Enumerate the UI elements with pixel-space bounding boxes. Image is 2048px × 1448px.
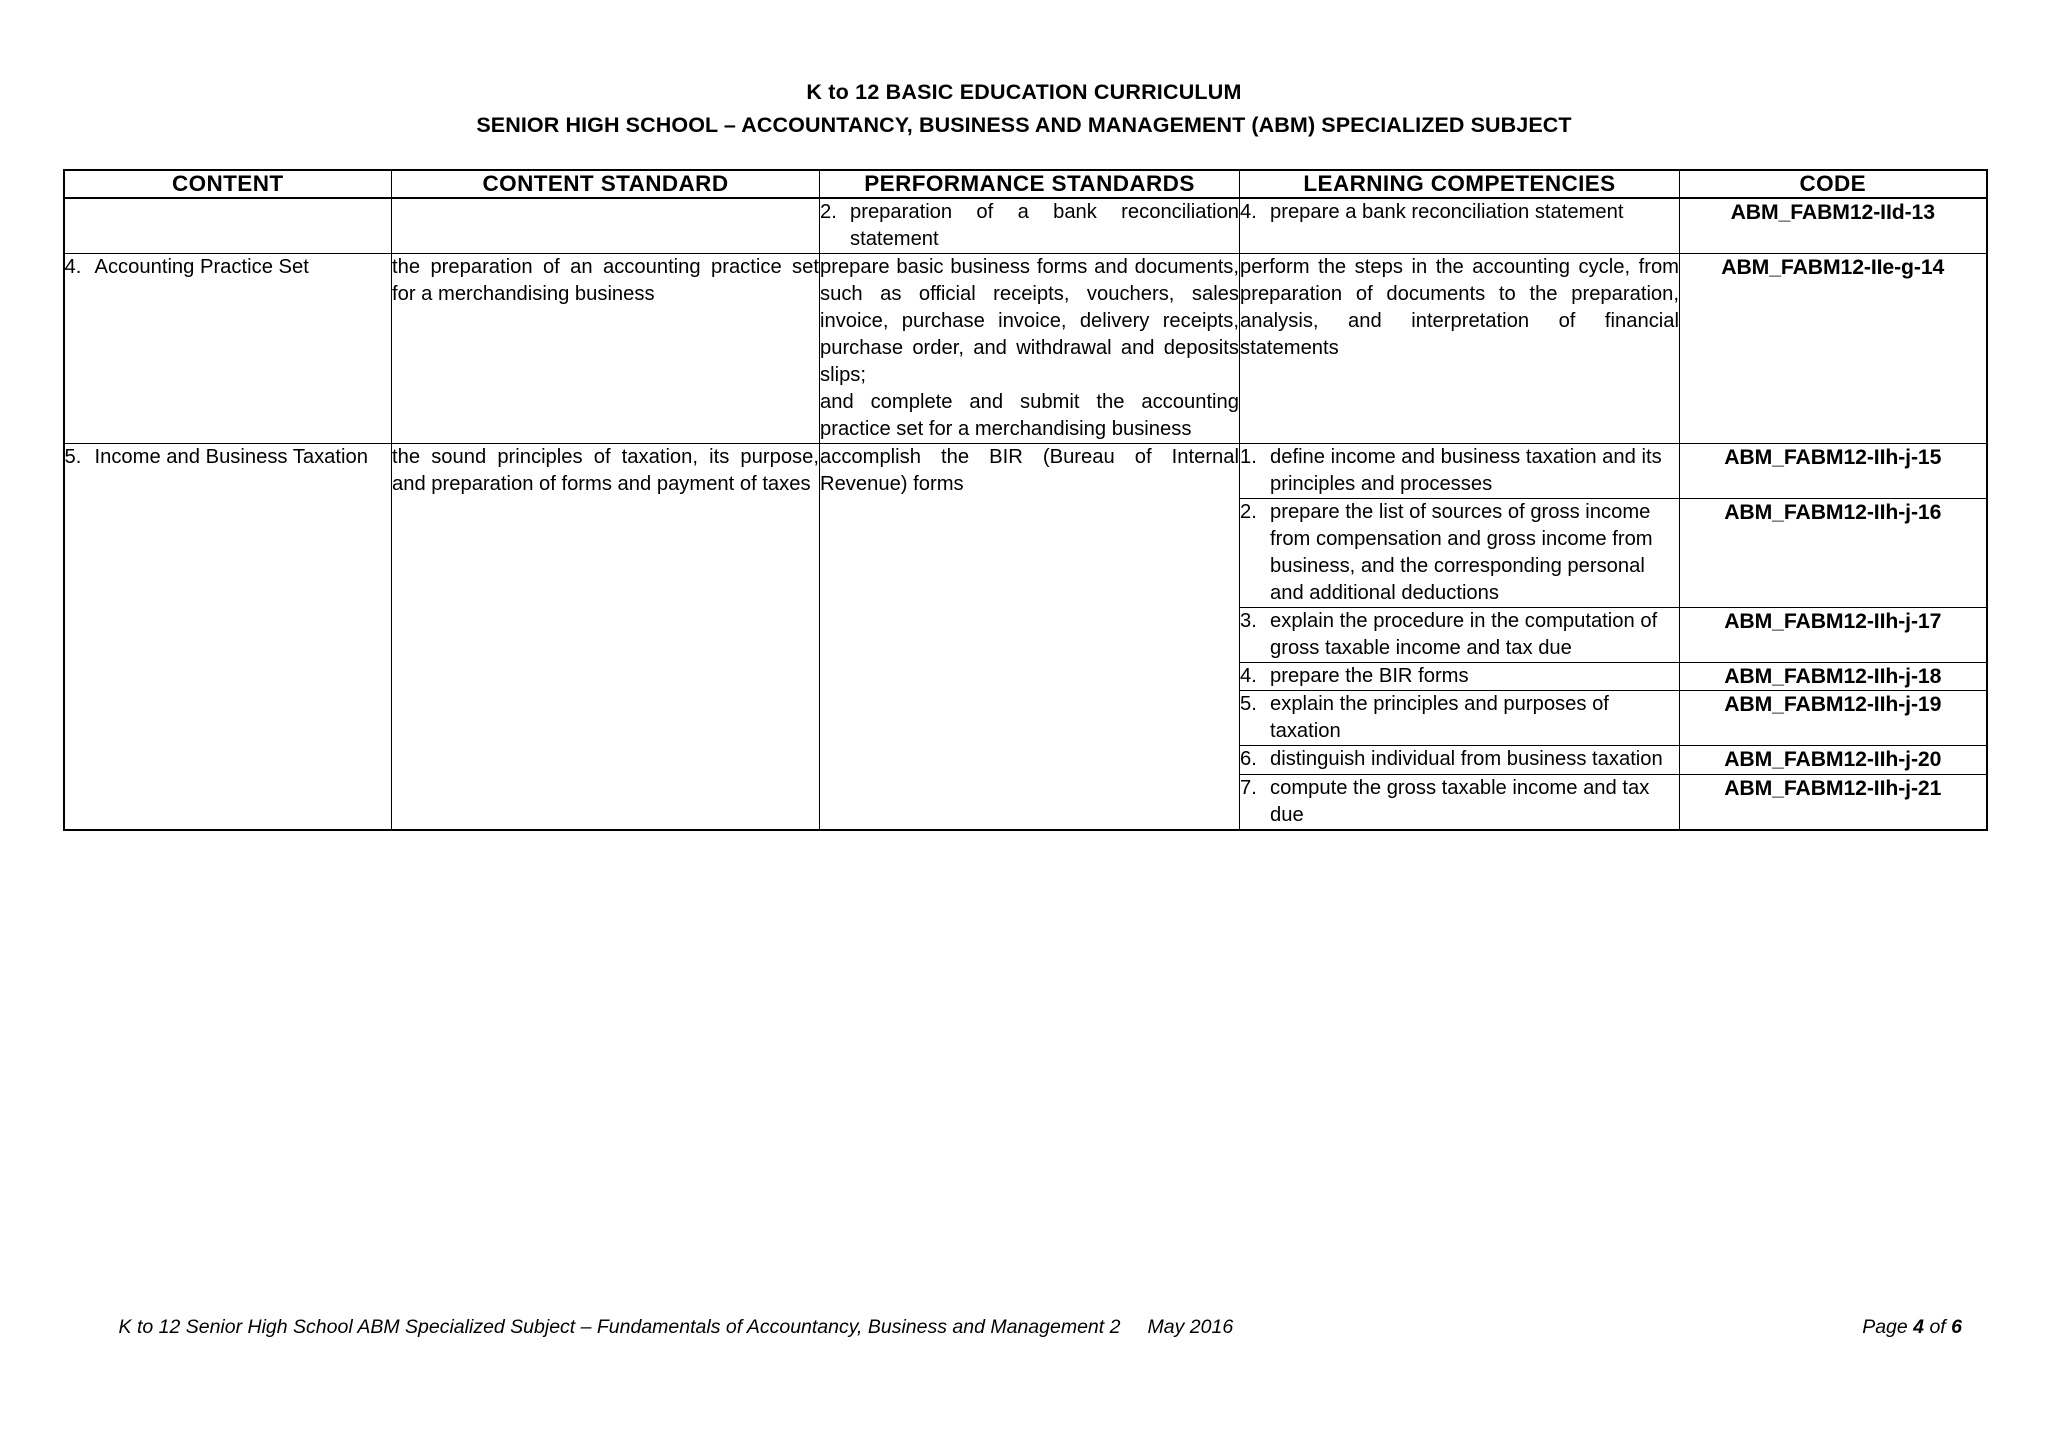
footer-date: May 2016 <box>1147 1316 1234 1338</box>
learning-competency-item <box>1240 199 1679 226</box>
learning-competency-item <box>1240 775 1679 829</box>
cell-code: ABM_FABM12-IIe-g-14 <box>1680 253 1987 443</box>
curriculum-table <box>63 169 1988 830</box>
cell-learning-competencies <box>1240 774 1680 829</box>
content-item <box>65 254 392 281</box>
column-header-learning-competencies: LEARNING COMPETENCIES <box>1240 170 1680 198</box>
table-header <box>64 170 1987 198</box>
column-header-content: CONTENT <box>64 170 392 198</box>
cell-code: ABM_FABM12-IIh-j-19 <box>1680 691 1987 746</box>
learning-competency-item <box>1240 499 1679 607</box>
item-text: preparation of a bank reconciliation statement <box>850 201 1239 250</box>
learning-competency-item <box>1240 746 1679 773</box>
cell-performance-standards <box>820 198 1240 253</box>
learning-competency-item <box>1240 608 1679 662</box>
cell-code: ABM_FABM12-IIh-j-18 <box>1680 662 1987 691</box>
table-header-row <box>64 170 1987 198</box>
cell-code: ABM_FABM12-IId-13 <box>1680 198 1987 253</box>
cell-content <box>64 443 392 829</box>
item-number: 5. <box>1240 693 1257 716</box>
item-number: 4. <box>1240 664 1257 687</box>
cell-learning-competencies <box>1240 443 1680 498</box>
item-number: 7. <box>1240 776 1257 799</box>
item-number: 5. <box>64 445 82 468</box>
cell-learning-competencies <box>1240 607 1680 662</box>
content-item <box>65 444 392 471</box>
cell-code: ABM_FABM12-IIh-j-16 <box>1680 498 1987 607</box>
item-text: Accounting Practice Set <box>94 255 309 278</box>
item-text: explain the principles and purposes of taxation <box>1270 693 1609 743</box>
footer-page-total: 6 <box>1951 1316 1962 1338</box>
item-number: 3. <box>1240 609 1257 632</box>
content-standard-text: the sound principles of taxation, its purpose, and preparation of forms and payment of taxes <box>392 445 819 495</box>
learning-competency-item <box>1240 663 1679 690</box>
cell-learning-competencies <box>1240 662 1680 691</box>
item-text: prepare the list of sources of gross income from compensation and gross income from business, and the corresponding personal and additional deductions <box>1270 500 1653 604</box>
item-text: prepare the BIR forms <box>1270 664 1469 687</box>
table-body <box>64 198 1987 829</box>
cell-code: ABM_FABM12-IIh-j-15 <box>1680 443 1987 498</box>
column-header-content-standard: CONTENT STANDARD <box>392 170 820 198</box>
footer-subject-text: K to 12 Senior High School ABM Specialized Subject – Fundamentals of Accountancy, Business and Management 2 <box>118 1316 1121 1338</box>
table-row <box>64 198 1987 253</box>
item-number: 4. <box>1240 201 1257 224</box>
footer-left <box>86 1293 1233 1362</box>
cell-learning-competencies <box>1240 198 1680 253</box>
cell-content-standard <box>392 198 820 253</box>
document-title-line1: K to 12 BASIC EDUCATION CURRICULUM <box>806 80 1242 104</box>
item-text: Income and Business Taxation <box>94 445 368 468</box>
footer-page-of: of <box>1924 1316 1952 1338</box>
performance-standard-text: prepare basic business forms and documents, such as official receipts, vouchers, sales invoice, purchase invoice, delivery receipts, purchase order, and withdrawal and deposits slips; <box>820 255 1239 386</box>
curriculum-table-wrapper <box>63 169 1986 830</box>
item-text: distinguish individual from business taxation <box>1270 748 1663 770</box>
cell-content-standard <box>392 443 820 829</box>
footer-right <box>1830 1293 1962 1362</box>
item-number: 2. <box>1240 500 1257 523</box>
table-row <box>64 253 1987 443</box>
item-text: explain the procedure in the computation of gross taxable income and tax due <box>1270 609 1658 659</box>
cell-performance-standards <box>820 253 1240 443</box>
item-number: 4. <box>64 255 82 278</box>
table-row <box>64 443 1987 498</box>
content-standard-text: the preparation of an accounting practice set for a merchandising business <box>392 255 819 305</box>
learning-competency-item <box>1240 444 1679 498</box>
item-text: prepare a bank reconciliation statement <box>1270 201 1624 224</box>
learning-competency-item <box>1240 691 1679 745</box>
document-title-line2: SENIOR HIGH SCHOOL – ACCOUNTANCY, BUSINESS AND MANAGEMENT (ABM) SPECIALIZED SUBJECT <box>476 113 1572 138</box>
item-number: 1. <box>1240 445 1257 468</box>
item-text: compute the gross taxable income and tax due <box>1270 776 1650 826</box>
cell-learning-competencies <box>1240 253 1680 443</box>
cell-learning-competencies <box>1240 746 1680 775</box>
item-text: define income and business taxation and its principles and processes <box>1270 445 1662 495</box>
cell-code: ABM_FABM12-IIh-j-17 <box>1680 607 1987 662</box>
performance-standard-text: accomplish the BIR (Bureau of Internal Revenue) forms <box>820 445 1239 495</box>
cell-content <box>64 253 392 443</box>
cell-code: ABM_FABM12-IIh-j-20 <box>1680 746 1987 775</box>
column-header-code: CODE <box>1680 170 1987 198</box>
cell-content <box>64 198 392 253</box>
cell-performance-standards <box>820 443 1240 829</box>
item-number: 2. <box>820 201 837 224</box>
cell-code: ABM_FABM12-IIh-j-21 <box>1680 774 1987 829</box>
item-number: 6. <box>1240 748 1257 770</box>
document-header <box>0 0 2048 140</box>
footer-page-number: 4 <box>1913 1316 1925 1338</box>
performance-standard-item <box>820 199 1239 253</box>
learning-competency-text: perform the steps in the accounting cycle, from preparation of documents to the preparation, analysis, and interpretation of financial statements <box>1240 255 1679 359</box>
document-footer <box>0 1293 2048 1362</box>
performance-standard-text-2: and complete and submit the accounting practice set for a merchandising business <box>820 390 1239 440</box>
cell-content-standard <box>392 253 820 443</box>
cell-learning-competencies <box>1240 691 1680 746</box>
footer-page-prefix: Page <box>1862 1316 1914 1338</box>
cell-learning-competencies <box>1240 498 1680 607</box>
column-header-performance-standards: PERFORMANCE STANDARDS <box>820 170 1240 198</box>
